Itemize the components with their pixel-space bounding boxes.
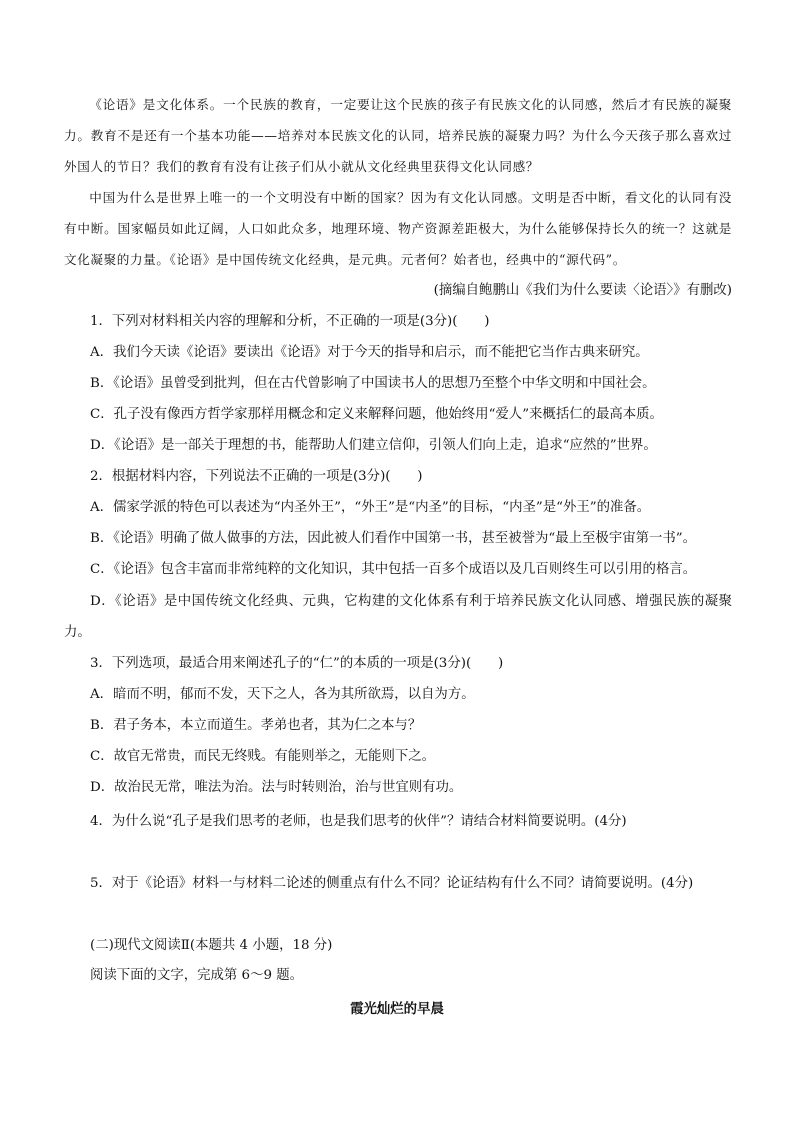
article-title: 霞光灿烂的早晨 [350, 1001, 444, 1017]
q3-option-b: B．君子务本，本立而道生。孝弟也者，其为仁之本与？ [90, 718, 422, 733]
passage-paragraph-1: 《论语》是文化体系。一个民族的教育，一定要让这个民族的孩子有民族文化的认同感，然后才有民族的凝聚力。教育不是还有一个基本功能——培养对本民族文化的认同，培养民族的凝聚力吗？为什么今天孩子那么喜欢过外国人的节日？我们的教育有没有让孩子们从小就从文化经典里获得文化认同感？ [64, 97, 732, 174]
q3-option-a: A．暗而不明，郁而不发，天下之人，各为其所欲焉，以自为方。 [90, 687, 475, 702]
section-instruction: 阅读下面的文字，完成第 6～9 题。 [90, 968, 304, 983]
q1-option-b: B．《论语》虽曾受到批判，但在古代曾影响了中国读书人的思想乃至整个中华文明和中国社会。 [90, 376, 656, 391]
q2-stem: 2．根据材料内容，下列说法不正确的一项是(3分)( ) [90, 469, 423, 484]
q4-stem: 4．为什么说“孔子是我们思考的老师，也是我们思考的伙伴”？请结合材料简要说明。(4分) [90, 814, 627, 829]
q2-option-b: B．《论语》明确了做人做事的方法，因此被人们看作中国第一书，甚至被誉为“最上至极宇宙第一书”。 [90, 531, 697, 546]
q2-option-a: A．儒家学派的特色可以表述为“内圣外王”，“外王”是“内圣”的目标，“内圣”是“外王”的准备。 [90, 500, 651, 515]
q2-option-c: C．《论语》包含丰富而非常纯粹的文化知识，其中包括一百多个成语以及几百则终生可以引用的格言。 [90, 562, 697, 577]
q1-option-a: A．我们今天读《论语》要读出《论语》对于今天的指导和启示，而不能把它当作古典来研究。 [90, 345, 649, 360]
q1-option-c: C．孔子没有像西方哲学家那样用概念和定义来解释问题，他始终用“爱人”来概括仁的最高本质。 [90, 407, 663, 422]
q3-stem: 3．下列选项，最适合用来阐述孔子的“仁”的本质的一项是(3分)( ) [90, 656, 504, 671]
q5-stem: 5．对于《论语》材料一与材料二论述的侧重点有什么不同？论证结构有什么不同？请简要说明。(4分) [90, 876, 694, 891]
passage-source: (摘编自鲍鹏山《我们为什么要读〈论语〉》有删改) [433, 283, 732, 298]
q3-option-d: D．故治民无常，唯法为治。法与时转则治，治与世宜则有功。 [90, 780, 463, 795]
q2-option-d: D．《论语》是中国传统文化经典、元典，它构建的文化体系有利于培养民族文化认同感、增强民族的凝聚力。 [64, 594, 732, 640]
q1-stem: 1．下列对材料相关内容的理解和分析，不正确的一项是(3分)( ) [90, 314, 490, 329]
q1-option-d: D．《论语》是一部关于理想的书，能帮助人们建立信仰，引领人们向上走，追求“应然的”世界。 [90, 438, 657, 453]
passage-paragraph-2: 中国为什么是世界上唯一的一个文明没有中断的国家？因为有文化认同感。文明是否中断，看文化的认同有没有中断。国家幅员如此辽阔，人口如此众多，地理环境、物产资源差距极大，为什么能够保持长久的统一？这就是文化凝聚的力量。《论语》是中国传统文化经典，是元典。元者何？始者也，经典中的“源代码”。 [64, 190, 732, 267]
section-heading: (二)现代文阅读Ⅱ(本题共 4 小题，18 分) [90, 938, 333, 953]
q3-option-c: C．故官无常贵，而民无终贱。有能则举之，无能则下之。 [90, 749, 436, 764]
